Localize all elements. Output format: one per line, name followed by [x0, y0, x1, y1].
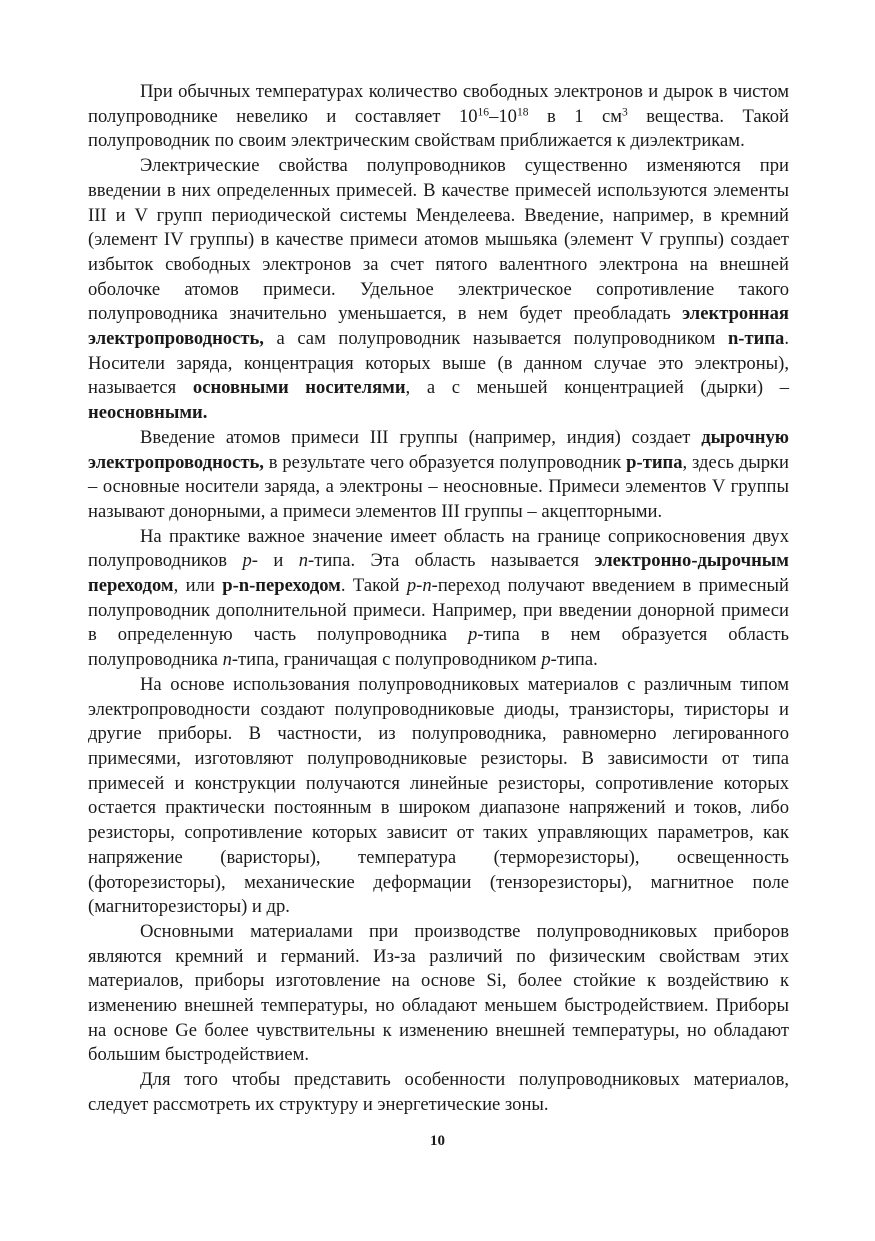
- italic-run: p: [541, 649, 551, 671]
- page-body: [88, 80, 789, 1118]
- term-minority-carriers: неосновными.: [88, 402, 208, 424]
- term-p-type: p-типа: [626, 451, 683, 473]
- text-run: , или: [173, 575, 223, 597]
- text-run: в 1 см: [528, 105, 623, 127]
- text-run: вещества. Такой полупроводник по своим электрическим свойствам приближается к диэлектрикам.: [88, 105, 789, 152]
- term-majority-carriers: основными носителями: [192, 377, 406, 399]
- text-run: - и: [251, 550, 299, 572]
- text-run: Введение атомов примеси III группы (например, индия) создает: [140, 426, 702, 448]
- paragraph-intrinsic-carriers: [88, 80, 789, 154]
- text-run: Электрические свойства полупроводников существенно изменяются при введении в них определенных примесей. В качестве примесей используются элементы III и V групп периодической системы Менделеева. Введение, например, в кремний (элемент IV группы) в качестве примеси атомов мышьяка (элемент V группы) создает избыток свободных электронов за счет пятого валентного электрона на внешней оболочке атомов примеси. Удельное электрическое сопротивление такого полупроводника значительно уменьшается, в нем будет преобладать: [88, 155, 789, 325]
- text-run: . Носители заряда, концентрация которых выше (в данном случае это электроны), называется: [88, 328, 789, 399]
- text-run: -типа.: [550, 649, 598, 671]
- paragraph-devices-resistors: На основе использования полупроводниковых материалов с различным типом электропроводности создают полупроводниковые диоды, транзисторы, тиристоры и другие приборы. В частности, из полупроводника, равномерно легированного примесями, изготовляют полупроводниковые резисторы. В зависимости от типа примесей и конструкции получаются линейные резисторы, сопротивление которых остается практически постоянным в широком диапазоне напряжений и токов, либо резисторы, сопротивление которых зависит от таких управляющих параметров, как напряжение (варисторы), температура (терморезисторы), освещенность (фоторезисторы), механические деформации (тензорезисторы), магнитное поле (магниторезисторы) и др.: [88, 673, 789, 918]
- text-run: На практике важное значение имеет область на границе соприкосновения двух полупроводников: [88, 525, 789, 572]
- italic-run: p: [242, 550, 252, 572]
- paragraph-si-ge-materials: Основными материалами при производстве полупроводниковых приборов являются кремний и германий. Из-за различий по физическим свойствам этих материалов, приборы изготовление на основе Si, более стойкие к воздействию к изменению внешней температуры, но обладают меньшем быстродействием. Приборы на основе Ge более чувствительны к изменению внешней температуры, но обладают большим быстродействием.: [88, 920, 789, 1066]
- paragraph-pn-junction: [88, 525, 789, 673]
- term-electron-hole-junction: электронно-дырочным переходом: [88, 550, 789, 597]
- paragraph-conclusion: Для того чтобы представить особенности полупроводниковых материалов, следует рассмотреть их структуру и энергетические зоны.: [88, 1069, 789, 1115]
- text-run: -типа. Эта область называется: [308, 550, 595, 572]
- text-run: -переход получают введением в примесный полупроводник дополнительной примеси. Например, при введении донорной примеси в определенную часть полупроводника: [88, 575, 789, 646]
- text-run: –10: [489, 105, 517, 127]
- superscript: 16: [477, 106, 490, 119]
- paragraph-n-type: [88, 154, 789, 426]
- superscript: 3: [622, 106, 628, 119]
- text-run: При обычных температурах количество свободных электронов и дырок в чистом полупроводнике невелико и составляет 10: [88, 81, 789, 127]
- text-run: в результате чего образуется полупроводник: [263, 451, 627, 473]
- italic-run: p: [468, 624, 478, 646]
- paragraph-p-type: [88, 426, 789, 525]
- term-n-type: n-типа: [727, 328, 785, 350]
- text-run: . Такой: [340, 575, 407, 597]
- italic-run: p-n: [406, 575, 432, 597]
- term-electron-conductivity: электронная электропроводность,: [88, 303, 789, 350]
- text-run: -типа, граничащая с полупроводником: [231, 649, 542, 671]
- page-number: 10: [430, 1133, 445, 1149]
- superscript: 18: [516, 106, 529, 119]
- text-run: , здесь дырки – основные носители заряда, а электроны – неосновные. Примеси элементов V группы называют донорными, а примеси элементов III группы – акцепторными.: [88, 451, 789, 522]
- term-pn-junction: p-n-переходом: [222, 575, 341, 597]
- italic-run: n: [298, 550, 308, 572]
- text-run: , а с меньшей концентрацией (дырки) –: [405, 377, 789, 399]
- term-hole-conductivity: дырочную электропроводность,: [88, 426, 789, 473]
- italic-run: n: [222, 649, 232, 671]
- text-run: -типа в нем образуется область полупроводника: [88, 624, 789, 671]
- text-run: а сам полупроводник называется полупроводником: [263, 328, 728, 350]
